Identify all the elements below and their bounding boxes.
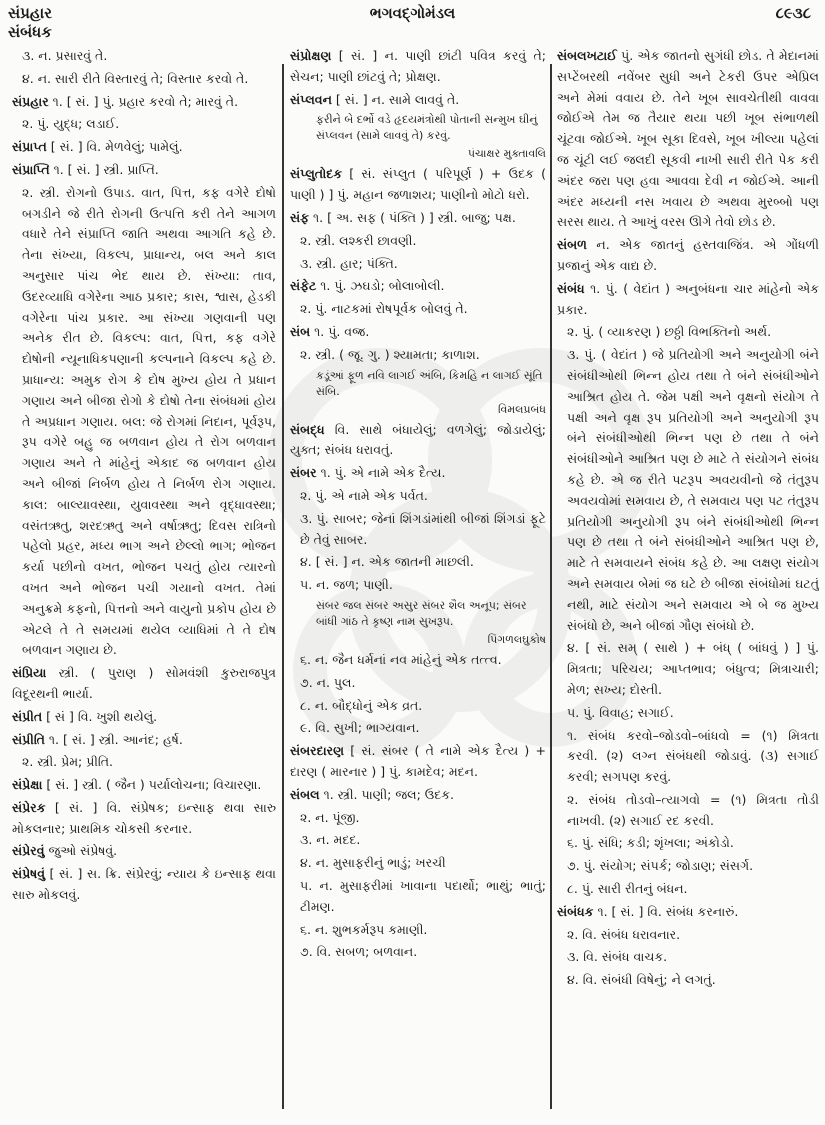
sense-definition: ૩. ન. મદદ. (300, 832, 361, 848)
dictionary-entry (557, 235, 819, 277)
definition-text: ૧. પું. ( વેદાંત ) અનુબંધના ચાર માંહેનો એક પ્રકાર. (557, 280, 819, 317)
dictionary-entry (290, 463, 546, 484)
dictionary-entry (12, 775, 276, 796)
dictionary-entry (290, 164, 546, 206)
column-2 (290, 46, 546, 1125)
dictionary-entry (290, 208, 546, 229)
sense-definition: ૮. પું. સારી રીતનું બંધન. (567, 881, 688, 897)
definition-text: વિ. સાથે બંધાયેલું; વળગેલું; જોડાયેલું; યુક્ત; સંબંધ ધરાવતું. (290, 421, 546, 458)
definition-text: ન. એક જાતનું હસ્તવાજિંત્ર. એ ગોંધળી પ્રજાનું એક વાદ્ય છે. (557, 237, 819, 273)
headword: સંફ (290, 209, 310, 225)
sense-definition: ૬. ન. જૈન ધર્મનાં નવ માંહેનું એક તત્ત્વ. (300, 651, 502, 667)
citation-source: પિંગળલઘુકોષ (487, 632, 546, 646)
dictionary-entry (12, 707, 276, 728)
dictionary-entry (557, 902, 819, 923)
sense-definition: ૪. ન. સારી રીતે વિસ્તારવું તે; વિસ્તાર કરવો તે. (22, 70, 249, 86)
headword: સંબ (290, 323, 311, 339)
dictionary-entry (557, 279, 819, 321)
dictionary-entry (12, 798, 276, 840)
sense-definition: ૩. ન. પ્રસારવું તે. (22, 48, 108, 63)
dictionary-entry (12, 92, 276, 113)
sense-definition: ૫. પું. વિવાહ; સગાઈ. (567, 704, 674, 720)
guide-word-last: સંબંધક (8, 23, 52, 41)
sense-definition: ૭. પું. સંયોગ; સંપર્ક; જોડાણ; સંસર્ગ. (567, 858, 754, 874)
headword: સંપ્રેષવું (12, 866, 46, 882)
sense-definition: ૨. વિ. સંબંધ ધરાવનાર. (567, 926, 681, 942)
citation-quote: કડૂંઆં ફૂળ નવિ લાગઈ અંબિ, કિમહિ ન લાગઈ સૂંતિ સંબિ. (316, 368, 543, 398)
dictionary-entry (557, 46, 819, 233)
headword: સંપ્રોક્ષણ (290, 48, 332, 63)
dictionary-entry (12, 841, 276, 862)
sense-definition: ૪. ન. મુસાફરીનું ભાડું; ખરચી (300, 855, 446, 871)
sense-definition: ૩. વિ. સંબંધ વાચક. (567, 949, 668, 965)
sense-definition: ૭. વિ. સબળ; બળવાન. (300, 944, 418, 960)
sense-definition: ૭. ન. પુલ. (300, 674, 356, 690)
sense-definition: ૩. પું. ( વેદાંત ) જે પ્રતિયોગી અને અનુયોગી બંને સંબંધીઓથી ભિન્ન હોય તથા તે બંને સંબંધીઓને આશ્રિત હોય તે. જેમ પક્ષી અને વૃક્ષનો સંયોગ તે પક્ષી અને વૃક્ષ રૂપ પ્રતિયોગી અને અનુયોગી રૂપ બંને સંબંધીઓથી ભિન્ન પણ છે તથા તે બંને સંબંધીઓને આશ્રિત પણ છે માટે તે સંયોગને સંબંધ કહે છે. એ જ રીતે પટરૂપ અવયવીનો જે તંતુરૂપ અવયવોમાં સમવાય છે, તે સમવાય પણ પટ તંતુરૂપ પ્રતિયોગી અનુયોગી રૂપ બંને સંબંધીઓથી ભિન્ન પણ છે તથા તે બંને સંબંધીઓને આશ્રિત પણ છે, માટે તે સમવાયને સંબંધ કહે છે. આ લક્ષણ સંયોગ અને સમવાય બેમાં જ ઘટે છે બીજા સંબંધોમાં ઘટતું નથી, માટે સંયોગ અને સમવાય એ બે જ મુખ્ય સંબંધો છે, અને બીજાં ગૌણ સંબંધો છે. (567, 347, 819, 633)
sense-definition: ૨. સ્ત્રી. રોગનો ઉપાડ. વાત, પિત્ત, કફ વગેરે દોષો બગડીને જે રીતે રોગની ઉત્પત્તિ કરી તેને આગળ વધારે તેને સંપ્રાપ્તિ જાતિ અથવા આગતિ કહે છે. તેના સંખ્યા, વિકલ્પ, પ્રાધાન્ય, બલ અને કાલ અનુસાર પાંચ ભેદ થાય છે. સંખ્યા: તાવ, ઉદરવ્યાધિ વગેરેના આઠ પ્રકાર; કાસ, શ્વાસ, હેડકી વગેરેના પાંચ પ્રકાર. આ સંખ્યા ગણવાની પણ અનેક રીત છે. વિકલ્પ: વાત, પિત્ત, કફ વગેરે દોષોની ન્યૂનાધિકપણાની કલ્પનાને વિકલ્પ કહે છે. પ્રાધાન્ય: અમુક રોગ કે દોષ મુખ્ય હોય તે પ્રધાન ગણાય અને બીજા રોગો કે દોષો તેના સંબંધમાં હોય તે અપ્રધાન ગણાય. બલ: જે રોગમાં નિદાન, પૂર્વરૂપ, રૂપ વગેરે બહુ જ બળવાન હોય તે રોગ બળવાન ગણાય અને તે માંહેનું એકાદ જ બળવાન હોય અને બીજાં નિર્બળ હોય તે નિર્બળ રોગ ગણાય. કાલ: બાલ્યાવસ્થા, યુવાવસ્થા અને વૃદ્ધાવસ્થા; વસંતઋતુ, શરદઋતુ અને વર્ષાઋતુ; દિવસ રાત્રિનો પહેલો પ્રહર, મધ્ય ભાગ અને છેલ્લો ભાગ; ભોજન કર્યા પછીનો વખત, ભોજન પચતું હોય ત્યારનો વખત અને ભોજન પચી ગયાનો વખત. તેમાં અનુક્રમે કફનો, પિત્તનો અને વાયુનો પ્રકોપ હોય છે એટલે તે તે સમયમાં થયેલ વ્યાધિમાં તે તે દોષ બળવાન ગણાય છે. (22, 184, 276, 658)
definition-text: ૧. પું. વજ્ર. (310, 323, 370, 339)
definition-text: [ સં. ] વિ. મેળવેલું; પામેલું. (46, 139, 183, 155)
headword: સંપ્રેરવું (12, 843, 45, 859)
sense-definition: ૨. સ્ત્રી. પ્રેમ; પ્રીતિ. (22, 754, 114, 770)
sense-definition: ૯. વિ. સુખી; ભાગ્યવાન. (300, 720, 420, 736)
dictionary-entry (290, 46, 546, 88)
headword: સંપ્રિયા (12, 665, 47, 681)
guide-word-first: સંપ્રહાર (8, 4, 52, 22)
headword: સંબંધક (557, 903, 594, 919)
definition-text: [ સં. ] ન. પાણી છાંટી પવિત્ર કરવું તે; સેચન; પાણી છાંટવું તે; પ્રોક્ષણ. (290, 48, 546, 84)
headword: સંબલ (290, 786, 320, 802)
sense-definition: ૫. ન. મુસાફરીમાં ખાવાના પદાર્થો; ભાથું; ભાતું; ટીમણ. (300, 877, 546, 914)
definition-text: સ્ત્રી. ( પુરાણ ) સોમવંશી કુરુરાજપુત્ર વિદૂરથની ભાર્યા. (12, 665, 276, 701)
headword: સંબળ (557, 237, 587, 253)
sense-definition: ૬. પું. સંધિ; કડી; શૃંખલા; અંકોડો. (567, 835, 734, 851)
definition-text: ૧. [ સં. ] પું. પ્રહાર કરવો તે; મારવું તે. (48, 93, 239, 109)
citation-quote: ફરીને બે દર્ભો વડે હૃદયમંત્રોથી પોતાની સન્મુખ ઘીનું સંપ્લવન (સામે લાવવું તે) કરવું. (316, 113, 538, 143)
sense-definition: ૩. સ્ત્રી. હાર; પંક્તિ. (300, 255, 398, 271)
sense-definition: ૪. [ સં. સમ્ ( સાથે ) + બંધ્ ( બાંધવું ) ] પું. મિત્રતા; પરિચય; આપ્તભાવ; બંધુત્વ; મિત્રાચારી; મેળ; સખ્ય; દોસ્તી. (567, 640, 819, 697)
headword: સંબલખટાઈ (557, 48, 617, 63)
definition-text: ૧. પું. ઝઘડો; બોલાબોલી. (316, 278, 445, 294)
headword: સંબંધ (557, 280, 585, 296)
headword: સંપ્રેરક (12, 799, 46, 815)
dictionary-columns (0, 46, 825, 1125)
definition-text: ૧. [ સં. ] સ્ત્રી. પ્રાપ્તિ. (49, 161, 159, 177)
headword: સંબર (290, 465, 317, 481)
definition-text: ૧. પું. એ નામે એક દૈત્ય. (316, 465, 446, 481)
dictionary-entry (290, 741, 546, 783)
definition-text: ૧. [ અ. સફ ( પંક્તિ ) ] સ્ત્રી. બાજુ; પક્ષ. (309, 209, 516, 225)
definition-text: [ સં. ] સ્ત્રી. ( જૈન ) પર્યાલોચના; વિચારણા. (42, 777, 262, 793)
headword: સંપ્રીતિ (12, 731, 45, 747)
sense-definition: ૨. પું. નાટકમાં રોષપૂર્વક બોલવું તે. (300, 301, 468, 317)
headword: સંપ્રીત (12, 708, 43, 724)
dictionary-entry (290, 276, 546, 297)
page-header (0, 0, 825, 52)
citation-source: વિમલપ્રબંધ (498, 402, 546, 416)
sense-definition: ૨. સ્ત્રી. ( જૂ. ગુ. ) શ્યામતા; કાળાશ. (300, 346, 480, 362)
definition-text: પું. એક જાતનો સુગંધી છોડ. તે મેદાનમાં સપ્ટેંબરથી નવેંબર સુધી અને ટેકરી ઉપર એપ્રિલ અને મેમાં વવાય છે. તેને ખૂબ સાવચેતીથી વાવવા જોઈએ તેમ જ તૈયાર થયા પછી ખૂબ સંભાળથી ચૂંટવા જોઈએ. ખૂબ સૂકા દિવસે, ખૂબ ખીલ્યા પહેલાં જ ચૂંટી લઈ જલદી સૂકવી નાખી સારી રીતે પેક કરી અંદર જરા પણ હવા આવવા દેવી ન જોઈએ. આની અંદર મધ્યની નસ ખવાય છે અથવા મુરબ્બો પણ સરસ થાય. તે આખું વરસ ઊગે તેવો છોડ છે. (557, 48, 819, 230)
definition-text: [ સં. ] વિ. સંપ્રેષક; ઇન્સાફ થવા સારુ મોકલનાર; પ્રાથમિક ચોકસી કરનાર. (12, 799, 276, 836)
definition-text: જુઓ સંપ્રેષવું. (44, 843, 118, 859)
definition-text: ૧. [ સં. ] વિ. સંબંધ કરનારું. (593, 903, 739, 919)
citation-quote: સંબર જલ સંબર અસુર સંબર શૈલ અનૂપ; સંબર બાંધી ગાંઠ તે કૃષ્ણ નામ સુખરૂપ. (316, 598, 527, 628)
dictionary-entry (12, 730, 276, 751)
sense-definition: ૨. સંબંધ તોડવો–ત્યાગવો = (૧) મિત્રતા તોડી નાખવી. (૨) સગાઈ રદ કરવી. (567, 791, 819, 828)
definition-text: [ સં. ] ન. સામે લાવવું તે. (331, 91, 460, 107)
sense-definition: ૬. ન. શુભકર્મરૂપ કમાણી. (300, 921, 428, 937)
dictionary-entry (290, 785, 546, 806)
column-3 (557, 46, 819, 1125)
citation-source: પંચાક્ષર મુક્તાવલિ (467, 147, 546, 161)
dictionary-entry (290, 420, 546, 462)
sense-definition: ૨. સ્ત્રી. લશ્કરી છાવણી. (300, 232, 417, 248)
sense-definition: ૪. [ સં. ] ન. એક જાતની માછલી. (300, 554, 474, 570)
page-number: ૮૯૩૮ (775, 4, 811, 22)
definition-text: ૧. સ્ત્રી. પાણી; જલ; ઉદક. (319, 786, 455, 802)
sense-definition: ૧. સંબંધ કરવો–જોડવો–બાંધવો = (૧) મિત્રતા કરવી. (૨) લગ્ન સંબંધથી જોડાવું. (૩) સગાઈ કરવી; સગપણ કરવું. (567, 727, 819, 785)
headword: સંપ્રહાર (12, 93, 49, 109)
definition-text: [ સં ] વિ. ખુશી થયેલું. (42, 708, 158, 724)
dictionary-entry (12, 864, 276, 906)
dictionary-entry (12, 663, 276, 705)
sense-definition: ૪. વિ. સંબંધી વિષેનું; ને લગતું. (567, 972, 716, 988)
dictionary-entry (290, 90, 546, 111)
headword: સંપ્રાપ્તિ (12, 161, 50, 177)
definition-text: ૧. [ સં. ] સ્ત્રી. આનંદ; હર્ષ. (44, 731, 183, 747)
definition-text: [ સં. સંબર ( તે નામે એક દૈત્ય ) + દારણ ( મારનાર ) ] પું. કામદેવ; મદન. (290, 743, 546, 779)
headword: સંપ્રેક્ષા (12, 777, 43, 793)
headword: સંબદ્ધ (290, 421, 325, 437)
sense-definition: ૮. ન. બૌદ્ધોનું એક વ્રત. (300, 697, 423, 713)
headword: સંફેટ (290, 278, 317, 294)
dictionary-entry (12, 137, 276, 158)
dictionary-entry (12, 160, 276, 181)
sense-definition: ૨. પું. યુદ્ધ; લડાઈ. (22, 116, 120, 132)
sense-definition: ૩. પું. સાબર; જેનાં શિંગડાંમાંથી બીજાં શિંગડાં ફૂટે છે તેવું સાબર. (300, 510, 546, 547)
headword: સંપ્રાપ્ત (12, 139, 47, 155)
headword: સંપ્લુતોદક (290, 166, 343, 182)
definition-text: [ સં. સંપ્લુત ( પરિપૂર્ણ ) + ઉદક ( પાણી ) ] પું. મહાન જળાશય; પાણીનો મોટો ધરો. (290, 166, 546, 203)
sense-definition: ૨. ન. પૂંજી. (300, 809, 360, 825)
column-1 (12, 46, 276, 1125)
sense-definition: ૨. પું. એ નામે એક પર્વત. (300, 487, 428, 503)
definition-text: [ સં. ] સ. ક્રિ. સંપ્રેરવું; ન્યાય કે ઇન્સાફ થવા સારુ મોકલવું. (12, 866, 276, 903)
dictionary-title: ભગવદ્ગોમંડલ (369, 4, 456, 22)
headword: સંબરદારણ (290, 743, 345, 759)
headword: સંપ્લવન (290, 91, 332, 107)
sense-definition: ૫. ન. જળ; પાણી. (300, 577, 393, 593)
sense-definition: ૨. પું. ( વ્યાકરણ ) છઠ્ઠી વિભક્તિનો અર્થ. (567, 324, 772, 340)
dictionary-entry (290, 322, 546, 343)
